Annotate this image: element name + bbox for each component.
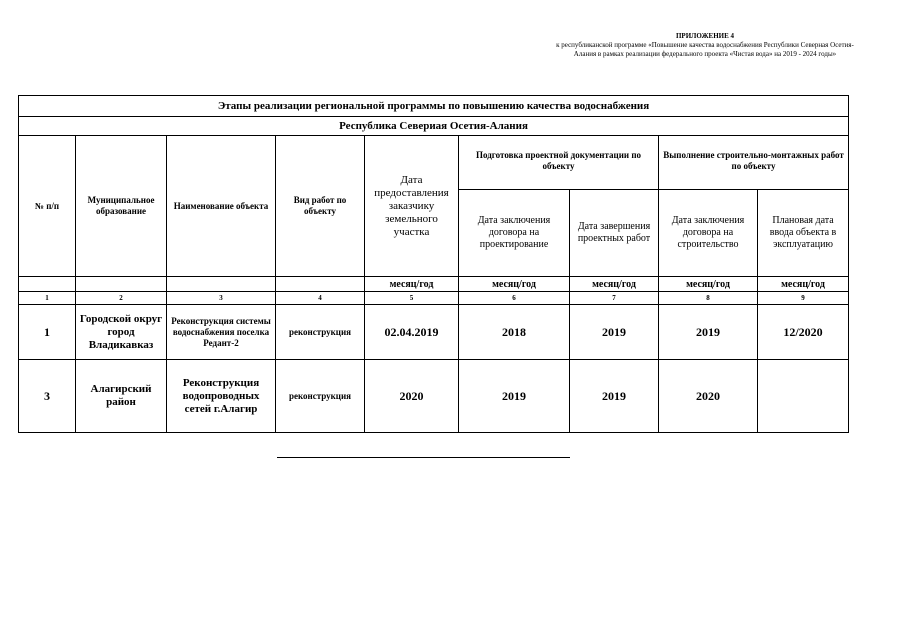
- header-commissioning: Плановая дата ввода объекта в эксплуатацию: [758, 190, 849, 277]
- appendix-title: ПРИЛОЖЕНИЕ 4: [675, 32, 735, 40]
- header-municipality: Муниципальное образование: [76, 136, 167, 277]
- header-num: № п/п: [19, 136, 76, 277]
- appendix-header: [545, 32, 865, 59]
- row-num: 3: [19, 360, 76, 433]
- header-work-type: Вид работ по объекту: [276, 136, 365, 277]
- column-number: 2: [76, 292, 167, 305]
- units-blank: [19, 277, 76, 292]
- row-commissioning: 12/2020: [758, 305, 849, 360]
- unit-label: месяц/год: [365, 277, 459, 292]
- unit-label: месяц/год: [659, 277, 758, 292]
- column-number: 9: [758, 292, 849, 305]
- row-work-type: реконструкция: [276, 360, 365, 433]
- region-title: Республика Севериая Осетия-Алания: [19, 117, 849, 136]
- table-row: [19, 360, 849, 433]
- stages-table: [18, 95, 849, 433]
- table-title: Этапы реализации региональной программы по повышению качества водоснабжения: [19, 96, 849, 117]
- header-design-contract: Дата заключения договора на проектирование: [459, 190, 570, 277]
- row-land-date: 02.04.2019: [365, 305, 459, 360]
- column-number: 1: [19, 292, 76, 305]
- row-municipality: Алагирский район: [76, 360, 167, 433]
- header-construction-group: Выполнение строительно-монтажных работ по объекту: [659, 136, 849, 190]
- row-design-completion: 2019: [570, 305, 659, 360]
- row-construction-contract: 2019: [659, 305, 758, 360]
- units-blank: [276, 277, 365, 292]
- column-number: 5: [365, 292, 459, 305]
- header-design-completion: Дата завершения проектных работ: [570, 190, 659, 277]
- row-design-completion: 2019: [570, 360, 659, 433]
- row-object-name: Реконструкция системы водоснабжения поселка Редант-2: [167, 305, 276, 360]
- column-number: 3: [167, 292, 276, 305]
- row-object-name: Реконструкция водопроводных сетей г.Алагир: [167, 360, 276, 433]
- row-municipality: Городской округ город Владикавказ: [76, 305, 167, 360]
- header-construction-contract: Дата заключения договора на строительство: [659, 190, 758, 277]
- header-object-name: Наименование объекта: [167, 136, 276, 277]
- unit-label: месяц/год: [459, 277, 570, 292]
- column-number: 4: [276, 292, 365, 305]
- header-design-group: Подготовка проектной документации по объекту: [459, 136, 659, 190]
- row-num: 1: [19, 305, 76, 360]
- row-design-contract: 2019: [459, 360, 570, 433]
- signature-line: [277, 457, 570, 458]
- header-land-date: Дата предоставления заказчику земельного участка: [365, 136, 459, 277]
- row-design-contract: 2018: [459, 305, 570, 360]
- column-number: 7: [570, 292, 659, 305]
- column-number: 6: [459, 292, 570, 305]
- column-number: 8: [659, 292, 758, 305]
- appendix-text: к республиканской программе «Повышение качества водоснабжения Республики Северная Осетия-Алания в рамках реализации федерального проекта «Чистая вода» на 2019 - 2024 годы»: [556, 41, 854, 58]
- unit-label: месяц/год: [570, 277, 659, 292]
- row-land-date: 2020: [365, 360, 459, 433]
- row-work-type: реконструкция: [276, 305, 365, 360]
- unit-label: месяц/год: [758, 277, 849, 292]
- row-commissioning: [758, 360, 849, 433]
- row-construction-contract: 2020: [659, 360, 758, 433]
- units-blank: [76, 277, 167, 292]
- units-blank: [167, 277, 276, 292]
- table-row: [19, 305, 849, 360]
